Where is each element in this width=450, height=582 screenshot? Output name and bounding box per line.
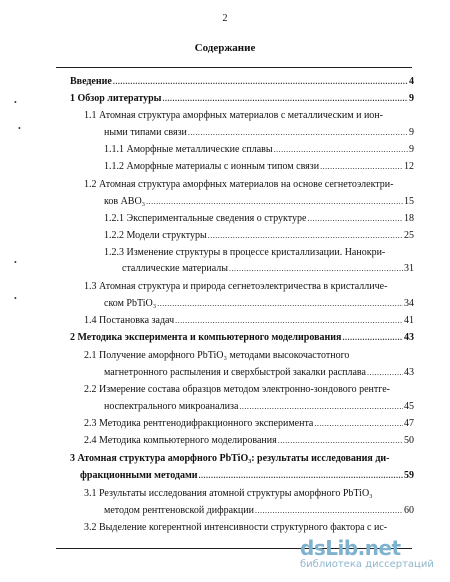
toc-leader-dots [274, 144, 408, 156]
watermark [300, 536, 440, 576]
toc-leader-dots [208, 230, 403, 242]
toc-entry [104, 144, 414, 156]
toc-entry-page: 9 [409, 144, 414, 155]
toc-entry-page: 41 [404, 315, 414, 326]
toc-entry [70, 332, 414, 344]
toc-entry-page: 47 [404, 418, 414, 429]
toc-entry [104, 230, 414, 242]
toc-entry-page: 31 [404, 263, 414, 274]
toc-entry-title: 3.2 Выделение когерентной интенсивности структурного фактора с ис- [84, 522, 388, 533]
toc-entry-title: ском PbTiO₃ [104, 298, 157, 309]
toc-leader-dots [367, 367, 403, 379]
toc-leader-dots [157, 298, 403, 310]
toc-entry-page: 4 [409, 76, 414, 87]
watermark-tagline: библиотека диссертаций [300, 559, 434, 570]
toc-entry [84, 110, 414, 122]
toc-entry-title: 1.1.2 Аморфные материалы с ионным типом связи [104, 161, 320, 172]
scan-mark: • [14, 98, 17, 107]
toc-entry-title: методом рентгеновской дифракции [104, 505, 254, 516]
toc-entry-page: 43 [404, 332, 414, 343]
toc-entry-title: 2.1 Получение аморфного PbTiO₃ методами высокочастотного [84, 350, 350, 361]
toc-entry [84, 384, 414, 396]
toc-leader-dots [229, 263, 403, 275]
toc-entry [70, 76, 414, 88]
toc-entry [84, 435, 414, 447]
toc-leader-dots [307, 213, 403, 225]
toc-leader-dots [320, 161, 403, 173]
toc-entry [84, 418, 414, 430]
toc-entry-page: 59 [404, 470, 414, 481]
toc-leader-dots [146, 196, 403, 208]
toc-entry-title: сталлические материалы [122, 263, 228, 274]
toc-entry-page: 12 [404, 161, 414, 172]
toc-leader-dots [113, 76, 408, 88]
toc-entry-page: 18 [404, 213, 414, 224]
toc-entry-page: 34 [404, 298, 414, 309]
toc-entry-page: 9 [409, 93, 414, 104]
page-title: Содержание [194, 42, 256, 54]
toc-entry-title: 1.1 Атомная структура аморфных материалов с металлическим и ион- [84, 110, 383, 121]
toc-entry [104, 367, 414, 379]
toc-leader-dots [175, 315, 403, 327]
toc-entry [84, 488, 414, 500]
toc-entry-title: 1.2.2 Модели структуры [104, 230, 207, 241]
toc-entry [104, 213, 414, 225]
toc-entry [104, 505, 414, 517]
toc-entry-title: 1.2.1 Экспериментальные сведения о структуре [104, 213, 307, 224]
toc-entry [104, 196, 414, 208]
toc-entry [84, 179, 414, 191]
toc-entry [70, 453, 414, 465]
toc-entry-page: 45 [404, 401, 414, 412]
page-number: 2 [222, 13, 228, 24]
toc-entry [84, 350, 414, 362]
toc-leader-dots [199, 470, 403, 482]
toc-entry [70, 93, 414, 105]
toc-entry-title: носпектрального микроанализа [104, 401, 239, 412]
toc-leader-dots [239, 401, 403, 413]
toc-entry [84, 315, 414, 327]
toc-entry [104, 161, 414, 173]
toc-entry-title: 1.2 Атомная структура аморфных материалов на основе сегнетоэлектри- [84, 179, 394, 190]
toc-entry-title: 1.4 Постановка задач [84, 315, 175, 326]
toc-leader-dots [278, 435, 403, 447]
toc-entry-title: 3 Атомная структура аморфного PbTiO₃: результаты исследования ди- [70, 453, 390, 464]
toc-entry-title: 2.4 Методика компьютерного моделирования [84, 435, 277, 446]
toc-entry [104, 298, 414, 310]
toc-entry-title: 1.1.1 Аморфные металлические сплавы [104, 144, 273, 155]
toc-entry [104, 127, 414, 139]
toc-entry [84, 522, 414, 534]
toc-leader-dots [314, 418, 403, 430]
toc-entry-page: 25 [404, 230, 414, 241]
toc-leader-dots [255, 505, 403, 517]
toc-entry-title: фракционными методами [80, 470, 198, 481]
toc-entry-page: 60 [404, 505, 414, 516]
toc-entry-title: 3.1 Результаты исследования атомной структуры аморфного PbTiO₃ [84, 488, 373, 499]
toc-entry [80, 470, 414, 482]
toc-entry [104, 247, 414, 259]
toc-entry-title: 1.3 Атомная структура и природа сегнетоэлектричества в кристалличе- [84, 281, 388, 292]
toc-entry-title: 1.2.3 Изменение структуры в процессе кристаллизации. Нанокри- [104, 247, 386, 258]
toc-entry-page: 9 [409, 127, 414, 138]
toc-entry-page: 15 [404, 196, 414, 207]
toc-entry [84, 281, 414, 293]
toc-entry-title: ными типами связи [104, 127, 187, 138]
scan-mark: • [14, 258, 17, 267]
toc-entry-page: 43 [404, 367, 414, 378]
toc-leader-dots [162, 93, 408, 105]
toc-entry-title: ков ABO₃ [104, 196, 146, 207]
toc-entry-page: 50 [404, 435, 414, 446]
toc-entry-title: Введение [70, 76, 112, 87]
toc-entry-title: 2 Методика эксперимента и компьютерного моделирования [70, 332, 342, 343]
toc-entry-title: 2.2 Измерение состава образцов методом электронно-зондового рентге- [84, 384, 390, 395]
watermark-logo: dsLib.net [300, 536, 401, 560]
toc-entry-title: 2.3 Методика рентгенодифракционного эксперимента [84, 418, 314, 429]
toc-leader-dots [342, 332, 403, 344]
scan-mark: • [14, 294, 17, 303]
toc-entry-title: 1 Обзор литературы [70, 93, 162, 104]
toc-entry [122, 263, 414, 275]
toc-entry-title: магнетронного распыления и сверхбыстрой закалки расплава [104, 367, 366, 378]
toc-leader-dots [188, 127, 408, 139]
scan-mark: • [18, 124, 21, 133]
toc-entry [104, 401, 414, 413]
